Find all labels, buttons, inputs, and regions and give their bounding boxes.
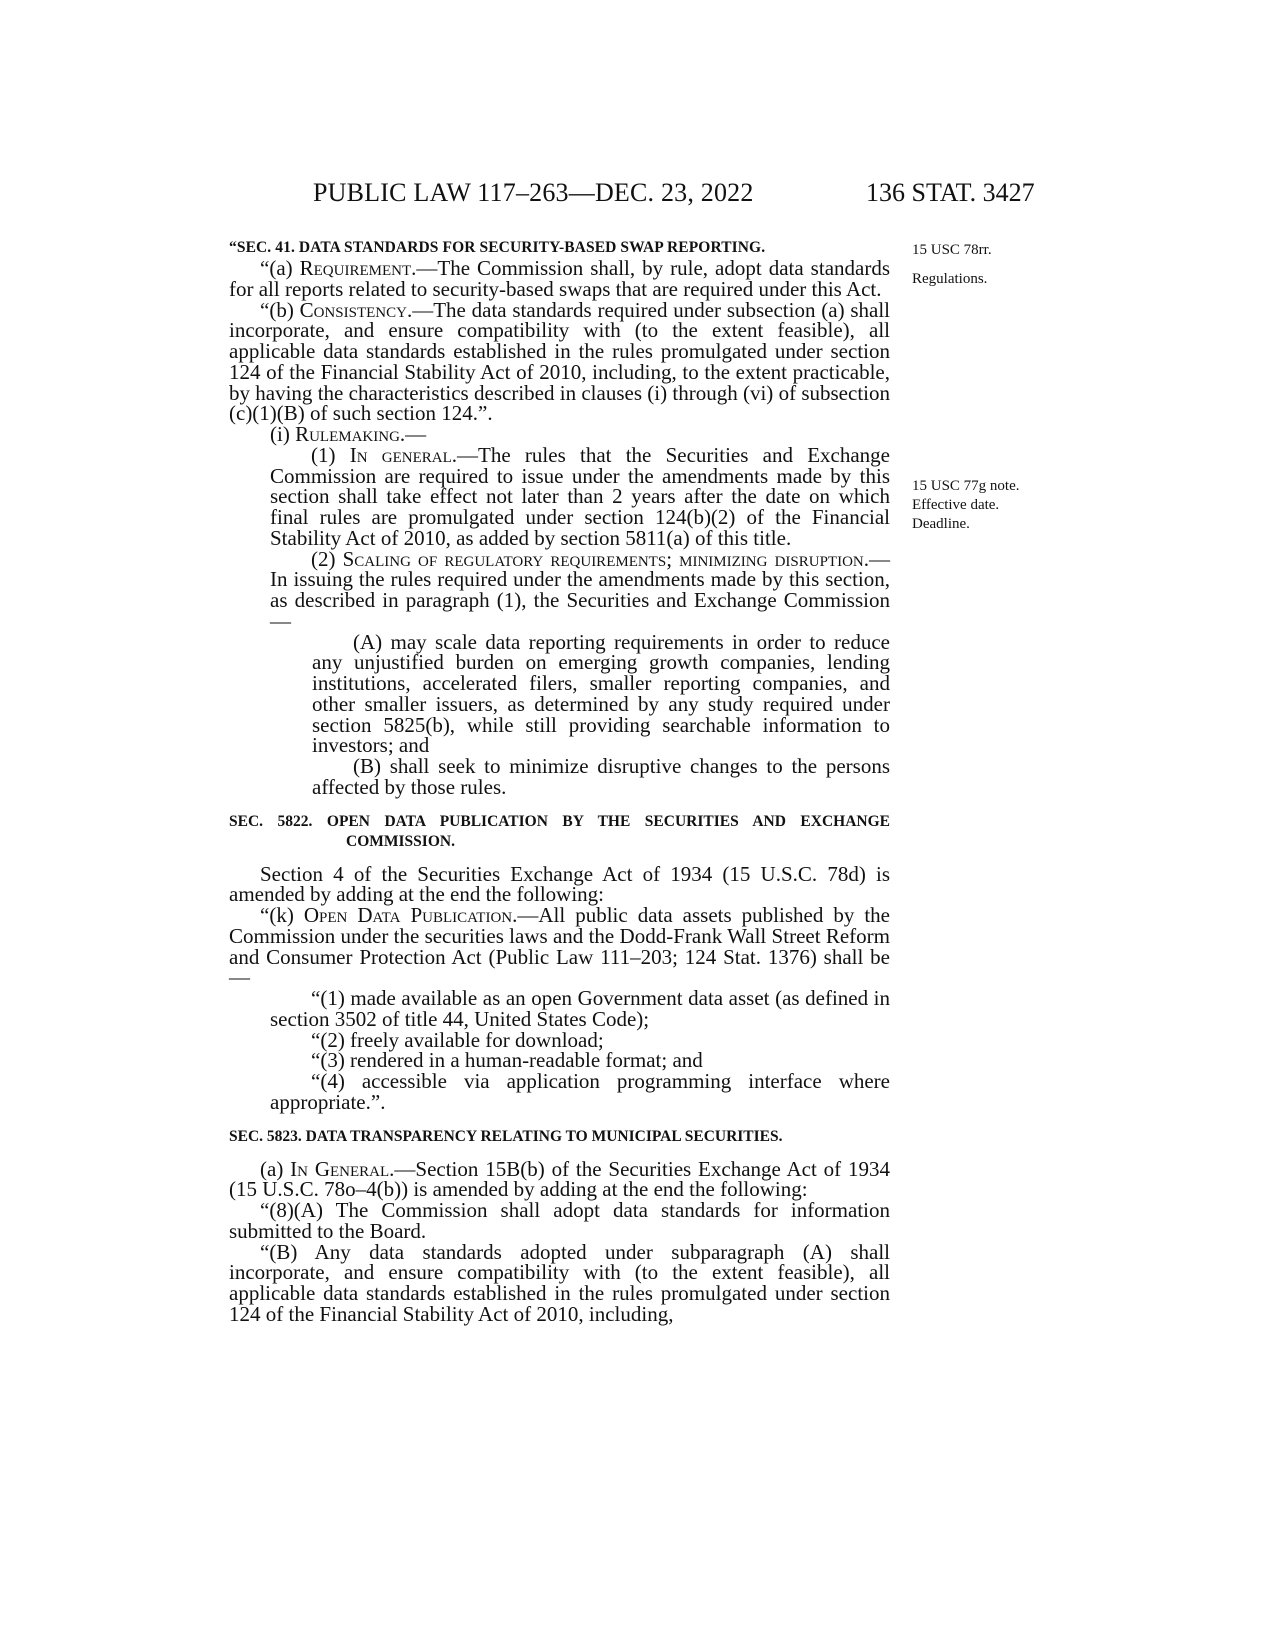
sec5823-heading: SEC. 5823. DATA TRANSPARENCY RELATING TO MUNICIPAL SECURITIES. xyxy=(229,1127,783,1145)
subsection-heading: In General xyxy=(290,1156,390,1181)
paragraph-heading: In general xyxy=(349,442,452,467)
margin-note-citation: 15 USC 78rr. xyxy=(912,242,992,258)
subsection-text: .—All public data assets published by the Commission under the securities laws and the Dodd-Frank Wall Street Reform and Consumer Protection Act (Public Law 111–203; 124 Stat. 1376) shall be— xyxy=(229,903,890,990)
paragraph-text: .—The rules that the Securities and Exchange Commission are required to issue under the amendments made by this section shall take effect not later than 2 years after the date on which final rules are promulgated under section 124(b)(2) of the Financial Stability Act of 2010, as added by section 5811(a) of this title. xyxy=(270,442,890,550)
rulemaking-heading xyxy=(229,424,890,445)
sec41-subsection-b xyxy=(229,297,890,426)
paragraph-heading: Scaling of regulatory requirements; minimizing disruption xyxy=(342,546,864,571)
sec5822-intro: Section 4 of the Securities Exchange Act of 1934 (15 U.S.C. 78d) is amended by adding at the end the following: xyxy=(229,861,890,907)
document-body xyxy=(229,238,890,1325)
rulemaking-subparagraph-b: (B) shall seek to minimize disruptive changes to the persons affected by those rules. xyxy=(312,754,890,799)
sec5822-item-2: “(2) freely available for download; xyxy=(311,1027,604,1052)
running-head-title: PUBLIC LAW 117–263—DEC. 23, 2022 xyxy=(313,178,754,207)
sec5823-paragraph-8b: “(B) Any data standards adopted under subparagraph (A) shall incorporate, and ensure compatibility with (to the extent feasible), all applicable data standards established in the rules promulgated under section 124 of the Financial Stability Act of 2010, including, xyxy=(229,1239,890,1326)
subsection-heading: Requirement xyxy=(299,256,412,280)
margin-note-citation-2: 15 USC 77g note. xyxy=(912,478,1020,494)
margin-note-effective-date: Effective date. xyxy=(912,497,1000,513)
subsection-text: .—The data standards required under subsection (a) shall incorporate, and ensure compatibility with (to the extent feasible), all applicable data standards established in the rules promulgated under section 124 of the Financial Stability Act of 2010, including, to the extent practicable, by having the characteristics described in clauses (i) through (vi) of subsection (c)(1)(B) of such section 124.”. xyxy=(229,297,890,426)
rulemaking-paragraph-2 xyxy=(229,546,890,633)
sec5822-item-1: “(1) made available as an open Government data asset (as defined in section 3502 of title 44, United States Code); xyxy=(270,986,890,1031)
page-header xyxy=(0,178,1275,218)
heading-dash: .— xyxy=(399,422,427,446)
sec5822-subsection-k xyxy=(229,905,890,988)
para-number: “(a) xyxy=(260,256,300,280)
margin-note-deadline: Deadline. xyxy=(912,516,970,532)
para-number: (i) xyxy=(270,422,296,446)
sec5822-item-3: “(3) rendered in a human-readable format; and xyxy=(311,1048,703,1073)
para-number: (2) xyxy=(311,546,343,571)
margin-note-regulations: Regulations. xyxy=(912,271,988,287)
paragraph-text: .—In issuing the rules required under the amendments made by this section, as described in paragraph (1), the Securities and Exchange Commission— xyxy=(270,546,890,633)
subsection-text: .—Section 15B(b) of the Securities Exchange Act of 1934 (15 U.S.C. 78o–4(b)) is amended by adding at the end the following: xyxy=(229,1156,891,1202)
rulemaking-paragraph-1 xyxy=(229,442,890,550)
subsection-heading: Open Data Publication xyxy=(303,903,513,927)
sec5822-heading: SEC. 5822. OPEN DATA PUBLICATION BY THE SECURITIES AND EXCHANGE COMMISSION. xyxy=(229,812,890,850)
rulemaking-subparagraph-a: (A) may scale data reporting requirements in order to reduce any unjustified burden on emerging growth companies, lending institutions, accelerated filers, smaller reporting companies, and other smaller issuers, as determined by any study required under section 5825(b), while still providing searchable information to investors; and xyxy=(312,629,890,758)
para-number: (a) xyxy=(260,1156,291,1181)
sec5823-subsection-a xyxy=(229,1156,891,1202)
margin-note-group xyxy=(912,477,1020,534)
para-number: “(k) xyxy=(260,903,304,927)
sec5823-paragraph-8a: “(8)(A) The Commission shall adopt data standards for information submitted to the Board. xyxy=(229,1198,890,1243)
subsection-heading: Consistency xyxy=(299,297,407,322)
sec5822-item-4: “(4) accessible via application programming interface where appropriate.”. xyxy=(270,1069,890,1114)
para-number: (1) xyxy=(311,442,350,467)
subsection-heading: Rulemaking xyxy=(295,422,400,446)
subsection-text: .—The Commission shall, by rule, adopt data standards for all reports related to security-based swaps that are required under this Act. xyxy=(229,256,890,301)
para-number: “(b) xyxy=(260,297,300,322)
sec41-heading: “SEC. 41. DATA STANDARDS FOR SECURITY-BASED SWAP REPORTING. xyxy=(229,239,766,256)
sec41-subsection-a xyxy=(229,258,890,300)
statute-page-number: 136 STAT. 3427 xyxy=(866,178,1035,207)
